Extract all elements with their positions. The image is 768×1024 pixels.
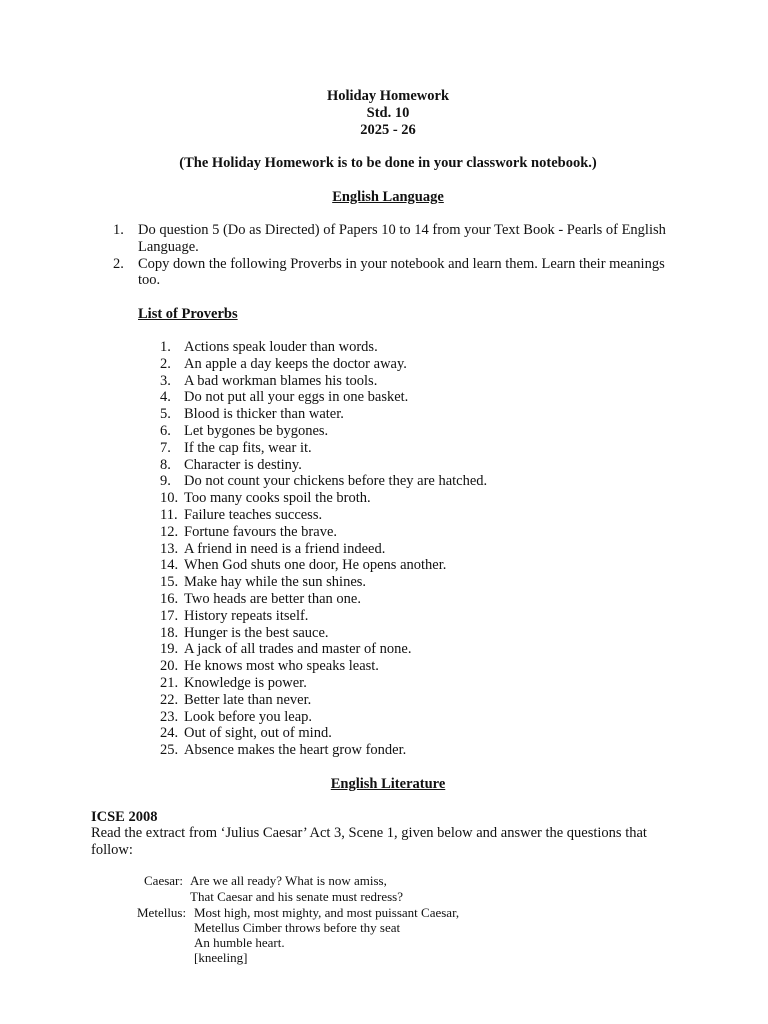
proverb-item [160,641,680,658]
proverb-text: Actions speak louder than words. [184,339,378,355]
proverb-item [160,709,680,726]
proverb-text: Blood is thicker than water. [184,406,344,423]
proverb-text: Do not put all your eggs in one basket. [184,389,409,406]
proverb-item [160,574,680,591]
proverb-number: 18. [160,624,179,641]
proverb-item [160,591,680,608]
proverb-number: 23. [160,708,179,725]
proverb-text: Out of sight, out of mind. [184,725,332,742]
proverb-text: Better late than never. [184,691,312,708]
proverb-item [160,356,680,373]
proverb-number: 20. [160,658,179,675]
standard-label: Std. 10 [366,105,410,121]
proverb-text: If the cap fits, wear it. [184,439,312,456]
proverb-number: 8. [160,456,171,473]
metellus-speaker: Metellus: [137,905,187,920]
proverb-number: 19. [160,641,179,658]
extract-line: Most high, most mighty, and most puissant Caesar, [194,905,460,920]
proverb-number: 9. [160,473,171,490]
proverb-number: 3. [160,372,171,389]
exam-label: ICSE 2008 [91,809,158,825]
english-literature-heading: English Literature [330,776,446,792]
proverb-text: Too many cooks spoil the broth. [184,490,371,507]
proverb-text: A bad workman blames his tools. [184,372,378,389]
instruction-number: 2. [113,255,124,272]
extract-line: That Caesar and his senate must redress? [190,889,403,904]
proverb-item [160,658,680,675]
proverb-number: 12. [160,523,179,540]
instruction-item [113,222,673,256]
proverb-text: Hunger is the best sauce. [184,624,329,641]
proverb-item [160,507,680,524]
proverb-number: 17. [160,607,179,624]
extract-line: Are we all ready? What is now amiss, [190,873,387,888]
instruction-text: Copy down the following Proverbs in your notebook and learn them. Learn their meanings too. [138,255,665,289]
proverb-number: 21. [160,674,179,691]
proverb-item [160,473,680,490]
proverb-text: When God shuts one door, He opens another. [184,557,447,574]
proverb-number: 15. [160,574,179,591]
proverb-item [160,423,680,440]
proverb-text: Do not count your chickens before they are hatched. [184,473,488,490]
proverb-text: Fortune favours the brave. [184,523,338,540]
proverb-text: He knows most who speaks least. [184,658,379,675]
proverbs-heading: List of Proverbs [138,306,238,322]
proverb-text: An apple a day keeps the doctor away. [184,355,407,372]
proverb-number: 16. [160,590,179,607]
proverb-text: Make hay while the sun shines. [184,574,367,591]
proverb-number: 6. [160,422,171,439]
proverb-item [160,541,680,558]
extract-instruction: Read the extract from ‘Julius Caesar’ Act 3, Scene 1, given below and answer the questions that follow: [91,825,647,858]
instruction-number: 1. [113,222,124,238]
proverb-number: 5. [160,406,171,423]
proverb-item [160,625,680,642]
proverb-item [160,457,680,474]
proverb-number: 25. [160,742,179,759]
english-language-heading: English Language [332,189,444,205]
proverb-item [160,608,680,625]
proverb-list [160,339,680,759]
proverb-item [160,557,680,574]
proverb-item [160,692,680,709]
proverb-item [160,389,680,406]
proverb-number: 10. [160,490,179,507]
extract-line: Metellus Cimber throws before thy seat [194,920,401,935]
proverb-text: History repeats itself. [184,607,309,624]
proverb-number: 13. [160,540,179,557]
caesar-speaker: Caesar: [144,873,183,888]
proverb-text: Character is destiny. [184,456,302,473]
proverb-item [160,339,680,356]
proverb-number: 4. [160,389,171,406]
instruction-item [113,256,673,290]
proverb-text: Absence makes the heart grow fonder. [184,742,407,759]
proverb-text: Failure teaches success. [184,506,323,523]
instruction-list [113,222,673,289]
proverb-item [160,742,680,759]
proverb-text: A jack of all trades and master of none. [184,641,412,658]
proverb-number: 22. [160,691,179,708]
extract-line: An humble heart. [194,935,285,950]
proverb-number: 24. [160,725,179,742]
proverb-number: 2. [160,355,171,372]
proverb-text: Look before you leap. [184,708,313,725]
proverb-item [160,675,680,692]
proverb-text: A friend in need is a friend indeed. [184,540,386,557]
proverb-item [160,440,680,457]
proverb-item [160,725,680,742]
proverb-number: 1. [160,339,171,355]
proverb-item [160,490,680,507]
proverb-number: 7. [160,439,171,456]
proverb-text: Knowledge is power. [184,674,307,691]
proverb-item [160,524,680,541]
stage-direction: [kneeling] [194,950,248,965]
proverb-text: Two heads are better than one. [184,590,361,607]
proverb-text: Let bygones be bygones. [184,422,329,439]
proverb-number: 11. [160,506,178,523]
academic-year: 2025 - 26 [360,122,416,138]
homework-note: (The Holiday Homework is to be done in your classwork notebook.) [179,155,597,171]
document-title: Holiday Homework [326,88,450,104]
instruction-text: Do question 5 (Do as Directed) of Papers 10 to 14 from your Text Book - Pearls of English Language. [138,222,666,255]
proverb-item [160,406,680,423]
proverb-item [160,373,680,390]
proverb-number: 14. [160,557,179,574]
